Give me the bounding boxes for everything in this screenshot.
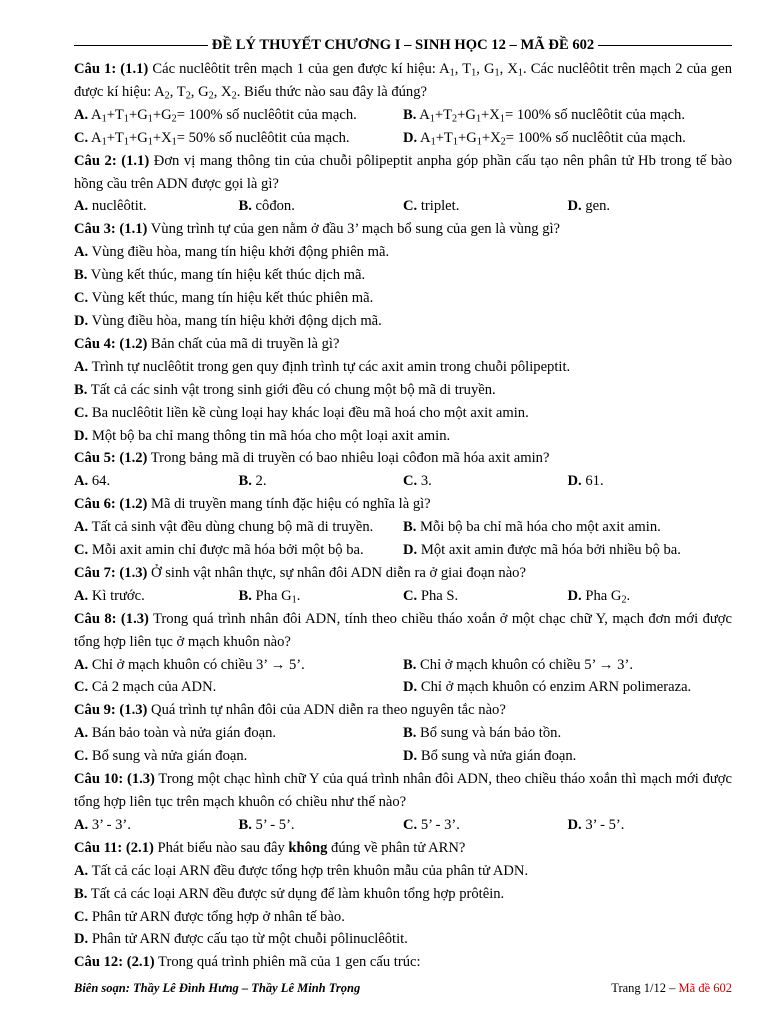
answer-text: Tất cả các sinh vật trong sinh giới đều có chung một bộ mã di truyền.: [87, 381, 496, 398]
answer-key: C.: [74, 542, 89, 559]
answer-key: A.: [74, 656, 89, 673]
answer-text: 64.: [88, 473, 111, 490]
question-stem: [74, 218, 732, 241]
answer-row: [74, 676, 732, 699]
answer-option: [74, 814, 239, 837]
answer-option: [74, 359, 570, 375]
answer-text: $A_1+T_1+G_1+G_2= 100\%$ số nuclêôtit của mạch.: [88, 106, 357, 125]
answer-option: [74, 428, 450, 444]
answer-text: 3.: [417, 473, 432, 490]
answer-option: [74, 863, 528, 879]
answer-key: A.: [74, 587, 89, 604]
question-block: [74, 951, 732, 974]
exam-title: ĐỀ LÝ THUYẾT CHƯƠNG I – SINH HỌC 12 – MÃ ĐỀ 602: [211, 36, 595, 53]
answer-row: [74, 127, 732, 150]
answer-key: B.: [74, 381, 88, 398]
question-text: Phát biểu nào sau đây không đúng về phân tử ARN?: [153, 839, 466, 856]
answer-key: B.: [403, 106, 417, 123]
answer-text: Một bộ ba chỉ mang thông tin mã hóa cho một loại axit amin.: [88, 427, 451, 444]
footer-exam-code: Mã đề 602: [678, 981, 732, 995]
answer-text: Chỉ ở mạch khuôn có enzim ARN polimeraza.: [417, 679, 692, 696]
answer-row: [74, 906, 732, 929]
exam-content: [74, 34, 732, 974]
answer-row: [74, 860, 732, 883]
question-text: Trong bảng mã di truyền có bao nhiêu loại côđon mã hóa axit amin?: [147, 450, 550, 467]
answer-row: [74, 928, 732, 951]
question-text: Ở sinh vật nhân thực, sự nhân đôi ADN diễn ra ở giai đoạn nào?: [147, 564, 526, 581]
answer-option: [74, 654, 403, 677]
answer-text: Ba nuclêôtit liền kề cùng loại hay khác loại đều mã hoá cho một axit amin.: [88, 404, 529, 421]
question-label: Câu 8: (1.3): [74, 610, 149, 627]
answer-option: [74, 267, 365, 283]
answer-option: [74, 722, 403, 745]
answer-text: Bổ sung và nửa gián đoạn.: [88, 748, 248, 765]
answer-key: B.: [403, 725, 417, 742]
question-list: [74, 58, 732, 974]
answer-text: Vùng điều hòa, mang tín hiệu khởi động dịch mã.: [88, 312, 382, 329]
answer-option: [74, 313, 382, 329]
question-stem: [74, 608, 732, 654]
answer-key: A.: [74, 862, 89, 879]
question-stem: [74, 562, 732, 585]
answer-option: [403, 516, 732, 539]
answer-row: [74, 104, 732, 127]
answer-key: A.: [74, 244, 89, 261]
answer-text: 5’ - 5’.: [251, 816, 295, 833]
answer-text: Tất cả các loại ARN đều được sử dụng để làm khuôn tổng hợp prôtêin.: [87, 885, 505, 902]
answer-text: Chỉ ở mạch khuôn có chiều 3’ → 5’.: [88, 656, 305, 673]
answer-option: [74, 405, 529, 421]
answer-text: Vùng kết thúc, mang tín hiệu kết thúc dịch mã.: [87, 267, 366, 284]
answer-key: B.: [403, 519, 417, 536]
answer-text: Bổ sung và nửa gián đoạn.: [417, 748, 577, 765]
answer-text: Mỗi bộ ba chỉ mã hóa cho một axit amin.: [416, 519, 661, 536]
answer-key: D.: [74, 931, 89, 948]
answer-option: [74, 382, 496, 398]
answer-option: [568, 195, 733, 218]
answer-row: [74, 241, 732, 264]
answer-text: Trình tự nuclêôtit trong gen quy định trình tự các axit amin trong chuỗi pôlipeptit.: [88, 358, 571, 375]
answer-option: [239, 195, 404, 218]
question-text: Vùng trình tự của gen nằm ở đầu 3’ mạch bổ sung của gen là vùng gì?: [147, 221, 561, 238]
answer-text: triplet.: [417, 198, 460, 215]
question-stem: [74, 699, 732, 722]
question-text: Trong quá trình phiên mã của 1 gen cấu trúc:: [154, 954, 421, 971]
question-block: [74, 58, 732, 150]
answer-row: [74, 425, 732, 448]
answer-row: [74, 264, 732, 287]
answer-key: B.: [238, 198, 252, 215]
answer-key: D.: [403, 129, 418, 146]
answer-key: C.: [74, 404, 89, 421]
question-block: [74, 699, 732, 768]
question-stem: [74, 951, 732, 974]
question-stem: [74, 493, 732, 516]
answer-text: nuclêôtit.: [88, 198, 147, 215]
question-label: Câu 5: (1.2): [74, 450, 148, 467]
question-stem: [74, 150, 732, 196]
question-block: [74, 333, 732, 448]
question-label: Câu 2: (1.1): [74, 152, 150, 169]
answer-key: A.: [74, 198, 89, 215]
question-block: [74, 837, 732, 952]
header-rule-right: [598, 45, 732, 46]
answer-key: C.: [403, 587, 418, 604]
answer-option: [74, 886, 504, 902]
answer-key: C.: [74, 679, 89, 696]
answer-text: Vùng điều hòa, mang tín hiệu khởi động phiên mã.: [88, 244, 390, 261]
answer-row: [74, 814, 732, 837]
question-block: [74, 608, 732, 700]
answer-text: $A_1+T_1+G_1+X_2= 100\%$ số nuclêôtit của mạch.: [417, 129, 686, 148]
header-rule-left: [74, 45, 208, 46]
answer-text: $A_1+T_1+G_1+X_1= 50\%$ số nuclêôtit của mạch.: [88, 129, 350, 148]
answer-key: C.: [74, 908, 89, 925]
answer-option: [403, 127, 732, 150]
answer-row: [74, 745, 732, 768]
answer-option: [239, 585, 404, 608]
answer-option: [74, 470, 239, 493]
question-label: Câu 12: (2.1): [74, 954, 155, 971]
answer-text: Cả 2 mạch của ADN.: [88, 679, 217, 696]
answer-text: Pha $G_1$.: [251, 587, 301, 606]
answer-key: D.: [74, 312, 89, 329]
answer-option: [74, 676, 403, 699]
answer-text: 3’ - 5’.: [581, 816, 625, 833]
answer-key: D.: [567, 816, 582, 833]
answer-row: [74, 356, 732, 379]
answer-key: C.: [403, 816, 418, 833]
answer-row: [74, 539, 732, 562]
question-stem: [74, 58, 732, 104]
answer-key: A.: [74, 358, 89, 375]
footer-page-number: Trang 1/12 –: [611, 981, 676, 995]
question-label: Câu 10: (1.3): [74, 771, 155, 788]
question-label: Câu 1: (1.1): [74, 61, 149, 77]
answer-key: C.: [74, 748, 89, 765]
answer-option: [239, 470, 404, 493]
answer-option: [74, 745, 403, 768]
question-stem: [74, 333, 732, 356]
answer-option: [403, 585, 568, 608]
answer-option: [403, 470, 568, 493]
question-block: [74, 493, 732, 562]
answer-row: [74, 470, 732, 493]
answer-row: [74, 287, 732, 310]
answer-key: C.: [403, 473, 418, 490]
answer-option: [74, 127, 403, 150]
question-block: [74, 447, 732, 493]
answer-text: Phân tử ARN được tổng hợp ở nhân tế bào.: [88, 908, 345, 925]
question-label: Câu 3: (1.1): [74, 221, 148, 238]
answer-text: Tất cả các loại ARN đều được tổng hợp trên khuôn mẫu của phân tử ADN.: [88, 862, 529, 879]
answer-option: [74, 585, 239, 608]
answer-text: 5’ - 3’.: [417, 816, 460, 833]
answer-row: [74, 516, 732, 539]
question-text: Trong quá trình nhân đôi ADN, tính theo chiều tháo xoắn ở một chạc chữ Y, mạch đơn mới được tổng hợp liên tục ở mạch khuôn nào?: [74, 610, 732, 650]
answer-text: 3’ - 3’.: [88, 816, 131, 833]
answer-key: D.: [403, 679, 418, 696]
answer-key: B.: [238, 473, 252, 490]
exam-header: [74, 34, 732, 56]
page-footer: [74, 977, 732, 1000]
question-text: Mã di truyền mang tính đặc hiệu có nghĩa là gì?: [147, 496, 431, 513]
answer-row: [74, 654, 732, 677]
answer-option: [403, 814, 568, 837]
footer-authors: Biên soạn: Thầy Lê Đình Hưng – Thầy Lê Minh Trọng: [74, 981, 361, 995]
answer-option: [74, 244, 389, 260]
question-label: Câu 7: (1.3): [74, 564, 148, 581]
answer-key: A.: [74, 816, 89, 833]
question-label: Câu 9: (1.3): [74, 702, 148, 719]
answer-key: A.: [74, 519, 89, 536]
question-block: [74, 150, 732, 219]
answer-row: [74, 585, 732, 608]
question-block: [74, 562, 732, 608]
answer-option: [403, 676, 732, 699]
answer-text: Vùng kết thúc, mang tín hiệu kết thúc phiên mã.: [88, 290, 374, 307]
answer-text: gen.: [581, 198, 611, 215]
answer-key: D.: [567, 473, 582, 490]
question-text: Trong một chạc hình chữ Y của quá trình nhân đôi ADN, theo chiều tháo xoắn thì mạch mới được tổng hợp liên tục trên mạch khuôn có chiều như thế nào?: [74, 771, 732, 810]
answer-option: [403, 745, 732, 768]
answer-option: [403, 195, 568, 218]
answer-text: Bán bảo toàn và nửa gián đoạn.: [88, 725, 277, 742]
answer-key: A.: [74, 725, 89, 742]
answer-key: C.: [403, 198, 418, 215]
answer-key: A.: [74, 106, 89, 123]
answer-text: Tất cả sinh vật đều dùng chung bộ mã di truyền.: [88, 519, 374, 536]
answer-text: Phân tử ARN được cấu tạo từ một chuỗi pôlinuclêôtit.: [88, 931, 408, 948]
answer-text: Bổ sung và bán bảo tồn.: [416, 725, 562, 742]
answer-option: [568, 814, 733, 837]
answer-option: [74, 909, 345, 925]
answer-option: [568, 470, 733, 493]
question-stem: [74, 837, 732, 860]
question-block: [74, 218, 732, 333]
answer-row: [74, 379, 732, 402]
question-stem: [74, 768, 732, 814]
answer-row: [74, 310, 732, 333]
answer-option: [74, 539, 403, 562]
answer-key: B.: [74, 267, 88, 284]
answer-row: [74, 195, 732, 218]
answer-option: [74, 931, 408, 947]
answer-option: [403, 722, 732, 745]
question-label: Câu 11: (2.1): [74, 839, 154, 856]
answer-option: [74, 516, 403, 539]
answer-key: D.: [567, 587, 582, 604]
question-block: [74, 768, 732, 837]
answer-text: côđon.: [251, 198, 295, 215]
question-text: Các nuclêôtit trên mạch 1 của gen được kí hiệu: $A_1$, $T_1$, $G_1$, $X_1$. Các nuclêôtit trên mạch 2 của gen được kí hiệu: $A_2$, $T_2$, $G_2$, $X_2$. Biểu thức nào sau đây là đúng?: [74, 61, 732, 102]
answer-key: B.: [403, 656, 417, 673]
answer-text: 2.: [251, 473, 267, 490]
answer-key: C.: [74, 290, 89, 307]
answer-option: [74, 195, 239, 218]
question-text: Đơn vị mang thông tin của chuỗi pôlipeptit anpha góp phần cấu tạo nên phân tử Hb trong tế bào hồng cầu trên ADN được gọi là gì?: [74, 152, 733, 192]
answer-key: C.: [74, 129, 89, 146]
answer-text: Pha S.: [417, 587, 459, 604]
answer-option: [74, 104, 403, 127]
answer-option: [403, 654, 732, 677]
answer-key: A.: [74, 473, 89, 490]
answer-option: [568, 585, 733, 608]
question-text: Bản chất của mã di truyền là gì?: [147, 335, 340, 352]
answer-key: D.: [567, 198, 582, 215]
answer-key: D.: [74, 427, 89, 444]
footer-page-info: [611, 977, 732, 1000]
answer-option: [74, 290, 373, 306]
answer-row: [74, 883, 732, 906]
answer-key: B.: [238, 816, 252, 833]
answer-text: Pha $G_2$.: [581, 587, 631, 606]
answer-text: Một axit amin được mã hóa bởi nhiều bộ ba.: [417, 542, 681, 559]
answer-text: Mỗi axit amin chỉ được mã hóa bởi một bộ ba.: [88, 542, 364, 559]
answer-row: [74, 402, 732, 425]
question-label: Câu 6: (1.2): [74, 496, 148, 513]
answer-text: $A_1+T_2+G_1+X_1= 100\%$ số nuclêôtit của mạch.: [416, 106, 686, 125]
answer-text: Kì trước.: [88, 587, 145, 604]
answer-key: D.: [403, 542, 418, 559]
answer-row: [74, 722, 732, 745]
answer-key: B.: [74, 885, 88, 902]
answer-text: 61.: [581, 473, 604, 490]
answer-option: [239, 814, 404, 837]
question-text: Quá trình tự nhân đôi của ADN diễn ra theo nguyên tắc nào?: [147, 702, 506, 719]
question-stem: [74, 447, 732, 470]
question-label: Câu 4: (1.2): [74, 335, 148, 352]
answer-key: B.: [238, 587, 252, 604]
answer-key: D.: [403, 748, 418, 765]
answer-option: [403, 539, 732, 562]
answer-option: [403, 104, 732, 127]
answer-text: Chỉ ở mạch khuôn có chiều 5’ → 3’.: [416, 656, 633, 673]
